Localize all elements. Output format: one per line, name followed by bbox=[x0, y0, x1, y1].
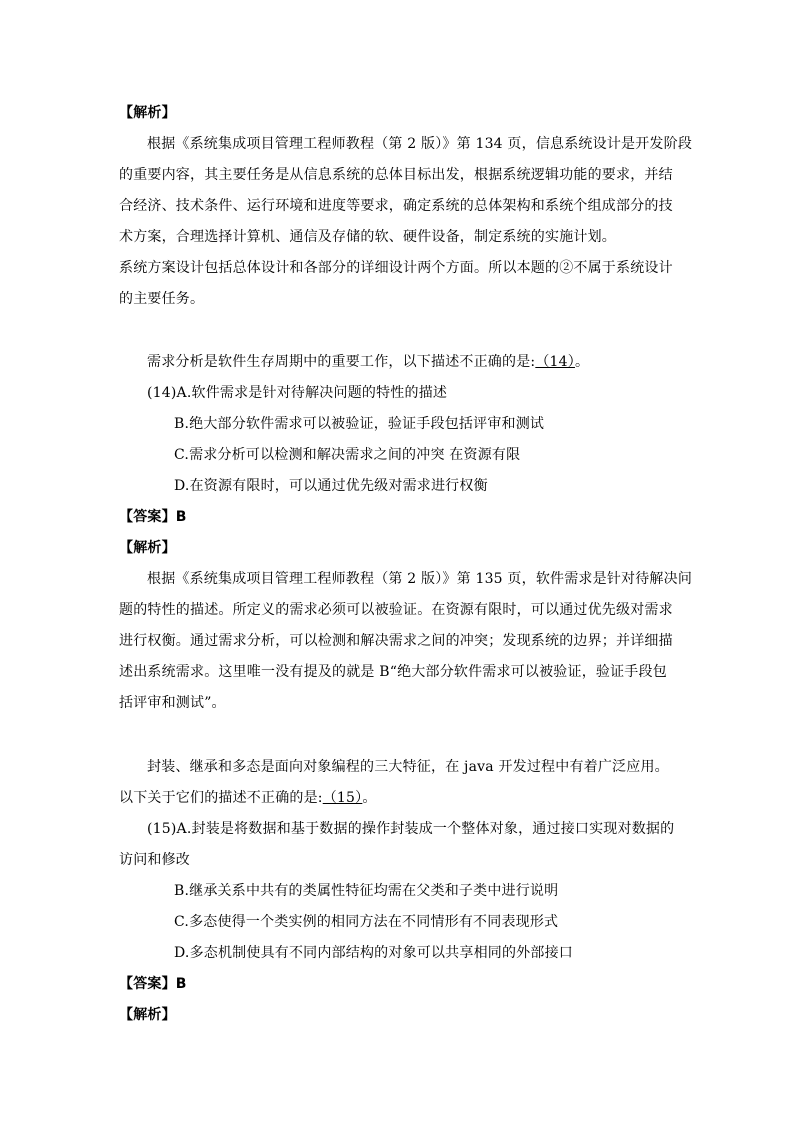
question-14-option-a: (14)A.软件需求是针对待解决问题的特性的描述 bbox=[147, 385, 448, 401]
question-14-stem-end: 。 bbox=[574, 354, 590, 370]
analysis-paragraph-line: 的重要内容，其主要任务是从信息系统的总体目标出发，根据系统逻辑功能的要求，并结 bbox=[119, 167, 673, 183]
analysis-paragraph2-line: 系统方案设计包括总体设计和各部分的详细设计两个方面。所以本题的②不属于系统设计 bbox=[119, 260, 673, 276]
analysis-section-13 bbox=[119, 98, 693, 315]
analysis-paragraph-line: 合经济、技术条件、运行环境和进度等要求，确定系统的总体架构和系统个组成部分的技 bbox=[119, 198, 673, 214]
question-15-option-c: C.多态使得一个类实例的相同方法在不同情形有不同表现形式 bbox=[174, 914, 559, 930]
question-15-analysis-label: 【解析】 bbox=[119, 1007, 176, 1023]
question-15-option-a: (15)A.封装是将数据和基于数据的操作封装成一个整体对象，通过接口实现对数据的 bbox=[147, 821, 675, 837]
question-15-answer: 【答案】B bbox=[119, 976, 187, 992]
question-15-stem-text: 以下关于它们的描述不正确的是: bbox=[119, 790, 323, 806]
question-15-stem-line2 bbox=[119, 783, 679, 814]
question-15-option-d: D.多态机制使具有不同内部结构的对象可以共享相同的外部接口 bbox=[174, 945, 573, 961]
question-14-option-c: C.需求分析可以检测和解决需求之间的冲突 在资源有限 bbox=[174, 447, 521, 463]
question-14-option-b: B.绝大部分软件需求可以被验证，验证手段包括评审和测试 bbox=[174, 416, 545, 432]
question-15-option-a-cont: 访问和修改 bbox=[119, 852, 190, 868]
analysis-paragraph-line: 根据《系统集成项目管理工程师教程（第 2 版）》第 134 页，信息系统设计是开发阶段 bbox=[147, 136, 693, 152]
question-14-answer: 【答案】B bbox=[119, 509, 187, 525]
question-14-stem-text: 需求分析是软件生存周期中的重要工作，以下描述不正确的是: bbox=[147, 354, 536, 370]
question-14-analysis-line: 根据《系统集成项目管理工程师教程（第 2 版）》第 135 页，软件需求是针对待解决问 bbox=[147, 571, 693, 587]
question-14-analysis-line: 进行权衡。通过需求分析，可以检测和解决需求之间的冲突；发现系统的边界；并详细描 bbox=[119, 633, 673, 649]
question-15-option-b: B.继承关系中共有的类属性特征均需在父类和子类中进行说明 bbox=[174, 883, 559, 899]
question-14-analysis-line: 括评审和测试”。 bbox=[119, 695, 226, 711]
question-14-analysis-line: 述出系统需求。这里唯一没有提及的就是 B“绝大部分软件需求可以被验证，验证手段包 bbox=[119, 664, 667, 680]
analysis-label: 【解析】 bbox=[119, 105, 176, 121]
question-15 bbox=[119, 752, 679, 1031]
question-15-stem-end: 。 bbox=[362, 790, 377, 806]
question-14 bbox=[119, 347, 693, 719]
question-14-analysis-label: 【解析】 bbox=[119, 540, 176, 556]
question-14-blank: （14） bbox=[535, 354, 575, 370]
question-14-analysis-line: 题的特性的描述。所定义的需求必须可以被验证。在资源有限时，可以通过优先级对需求 bbox=[119, 602, 673, 618]
analysis-paragraph2-line: 的主要任务。 bbox=[119, 291, 205, 307]
question-14-stem bbox=[119, 347, 679, 378]
question-15-blank: （15） bbox=[322, 790, 363, 806]
analysis-paragraph-line: 术方案，合理选择计算机、通信及存储的软、硬件设备，制定系统的实施计划。 bbox=[119, 229, 616, 245]
question-15-stem-line1: 封装、继承和多态是面向对象编程的三大特征，在 java 开发过程中有着广泛应用。 bbox=[147, 759, 669, 775]
question-14-option-d: D.在资源有限时，可以通过优先级对需求进行权衡 bbox=[174, 478, 488, 494]
